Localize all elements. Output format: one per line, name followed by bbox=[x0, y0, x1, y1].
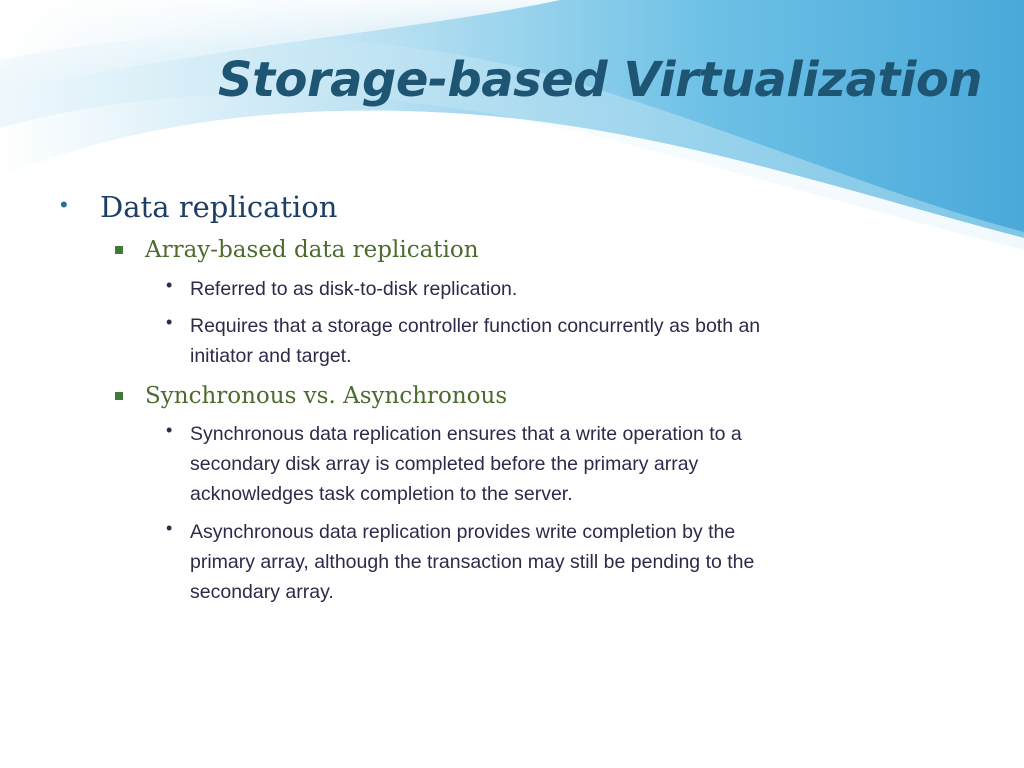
small-bullet-icon: • bbox=[166, 420, 173, 440]
list-item-line: initiator and target. bbox=[190, 345, 352, 367]
square-bullet-icon bbox=[115, 392, 123, 400]
small-bullet-icon: • bbox=[166, 312, 173, 332]
square-bullet-icon bbox=[115, 246, 123, 254]
list-item-line: secondary array. bbox=[190, 581, 334, 603]
section-heading-sync-async: Synchronous vs. Asynchronous bbox=[145, 383, 508, 409]
list-item-line: secondary disk array is completed before the primary array bbox=[190, 453, 699, 475]
round-bullet-icon: • bbox=[60, 192, 68, 217]
list-item-line: Asynchronous data replication provides write completion by the bbox=[190, 521, 736, 543]
list-item-line: Synchronous data replication ensures that a write operation to a bbox=[190, 423, 742, 445]
list-item-line: primary array, although the transaction may still be pending to the bbox=[190, 551, 755, 573]
level1-item: Data replication bbox=[100, 190, 338, 224]
section-heading-array-based: Array-based data replication bbox=[145, 237, 479, 263]
small-bullet-icon: • bbox=[166, 518, 173, 538]
list-item-line: Requires that a storage controller function concurrently as both an bbox=[190, 315, 761, 337]
list-item-line: Referred to as disk-to-disk replication. bbox=[190, 278, 518, 300]
slide-title: Storage-based Virtualization bbox=[218, 52, 983, 108]
small-bullet-icon: • bbox=[166, 275, 173, 295]
list-item-line: acknowledges task completion to the server. bbox=[190, 483, 573, 505]
